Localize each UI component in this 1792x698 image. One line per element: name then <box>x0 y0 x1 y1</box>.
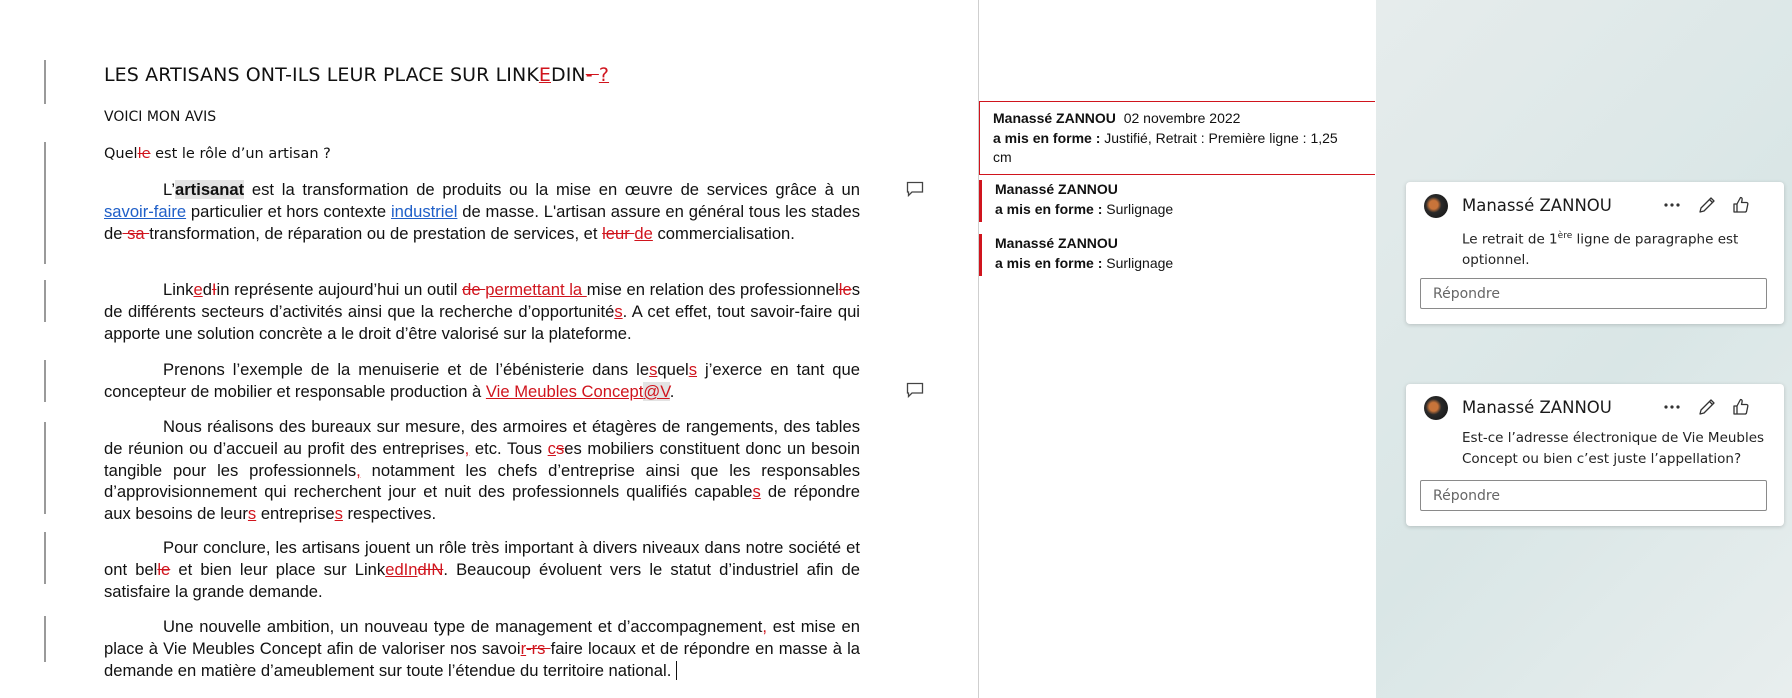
change-bar <box>44 422 46 514</box>
text-cursor <box>676 661 677 680</box>
like-icon[interactable] <box>1730 194 1752 216</box>
change-bar <box>44 616 46 662</box>
markup-balloons-pane <box>978 0 1377 698</box>
paragraph-4[interactable]: Nous réalisons des bureaux sur mesure, des armoires et étagères de rangements, des tables de réunion ou d’accueil au profit des entreprises, etc. Tous cses mobiliers constituent donc un besoin tangible pour les professionnels, notamment les chefs d’entreprise ainsi que les responsables d’approvisionnement qui recherchent jour et nuit des professionnels qualifiés capables de répondre aux besoins de leurs entreprises respectives. <box>104 417 861 524</box>
formatting-balloon[interactable]: Manassé ZANNOU 02 novembre 2022 a mis en forme : Justifié, Retrait : Première ligne : 1,25 cm <box>979 101 1375 175</box>
document-subtitle[interactable]: VOICI MON AVIS <box>104 109 217 125</box>
edit-icon[interactable] <box>1696 396 1718 418</box>
paragraph-2[interactable]: LinkedIin représente aujourd’hui un outil de permettant la mise en relation des professionnelles de différents secteurs d’activités ainsi que la recherche d’opportunités. A cet effet, tout savoir-faire qui apporte une solution concrète a le droit d’être valorisé sur la plateforme. <box>104 280 860 343</box>
link-savoir-faire[interactable]: savoir-faire <box>104 201 187 221</box>
formatting-balloon[interactable]: Manassé ZANNOU a mis en forme : Surlignage <box>979 180 1375 222</box>
change-bar <box>44 60 46 104</box>
comment-card[interactable] <box>1406 384 1784 526</box>
change-bar <box>44 532 46 584</box>
more-options-icon[interactable] <box>1661 194 1683 216</box>
document-title[interactable]: LES ARTISANS ONT-ILS LEUR PLACE SUR LINKEDIN- ? <box>104 64 610 86</box>
reply-input[interactable] <box>1420 278 1767 309</box>
comment-text: Le retrait de 1ère ligne de paragraphe est optionnel. <box>1462 231 1739 268</box>
comment-author: Manassé ZANNOU <box>1462 196 1612 215</box>
paragraph-5[interactable]: Pour conclure, les artisans jouent un rôle très important à divers niveaux dans notre société et ont belle et bien leur place sur LinkedIndIN. Beaucoup évoluent vers le statut d’industriel afin de satisfaire la grande demande. <box>104 538 860 601</box>
comment-icon[interactable] <box>906 382 924 398</box>
paragraph-3[interactable]: Prenons l’exemple de la menuiserie et de l’ébénisterie dans lesquels j’exerce en tant que concepteur de mobilier et responsable production à Vie Meubles Concept@V. <box>104 360 860 401</box>
like-icon[interactable] <box>1730 396 1752 418</box>
comment-card[interactable] <box>1406 182 1784 324</box>
formatting-balloon[interactable]: Manassé ZANNOU a mis en forme : Surlignage <box>979 234 1375 276</box>
change-bar <box>44 360 46 402</box>
paragraph-6[interactable]: Une nouvelle ambition, un nouveau type de management et d’accompagnement, est mise en place à Vie Meubles Concept afin de valoriser nos savoir-rs faire locaux et de répondre en masse à la demande en matière d’ameublement sur toute l’étendue du territoire national. <box>104 617 861 680</box>
more-options-icon[interactable] <box>1661 396 1683 418</box>
comment-author: Manassé ZANNOU <box>1462 398 1612 417</box>
section-heading[interactable]: Quelle est le rôle d’un artisan ? <box>104 146 331 162</box>
reply-input[interactable] <box>1420 480 1767 511</box>
comment-text: Est-ce l’adresse électronique de Vie Meubles Concept ou bien c’est juste l’appellation? <box>1462 430 1765 467</box>
comments-pane <box>1376 0 1792 698</box>
avatar <box>1424 194 1448 218</box>
link-industriel[interactable]: industriel <box>390 201 458 221</box>
change-bar <box>44 280 46 322</box>
edit-icon[interactable] <box>1696 194 1718 216</box>
comment-icon[interactable] <box>906 181 924 197</box>
avatar <box>1424 396 1448 420</box>
paragraph-1[interactable]: L’artisanat est la transformation de produits ou la mise en œuvre de services grâce à un savoir-faire particulier et hors contexte industriel de masse. L'artisan assure en général tous les stades de sa transformation, de réparation ou de prestation de services, et leur de commercialisation. <box>104 180 860 243</box>
change-bar <box>44 142 46 264</box>
